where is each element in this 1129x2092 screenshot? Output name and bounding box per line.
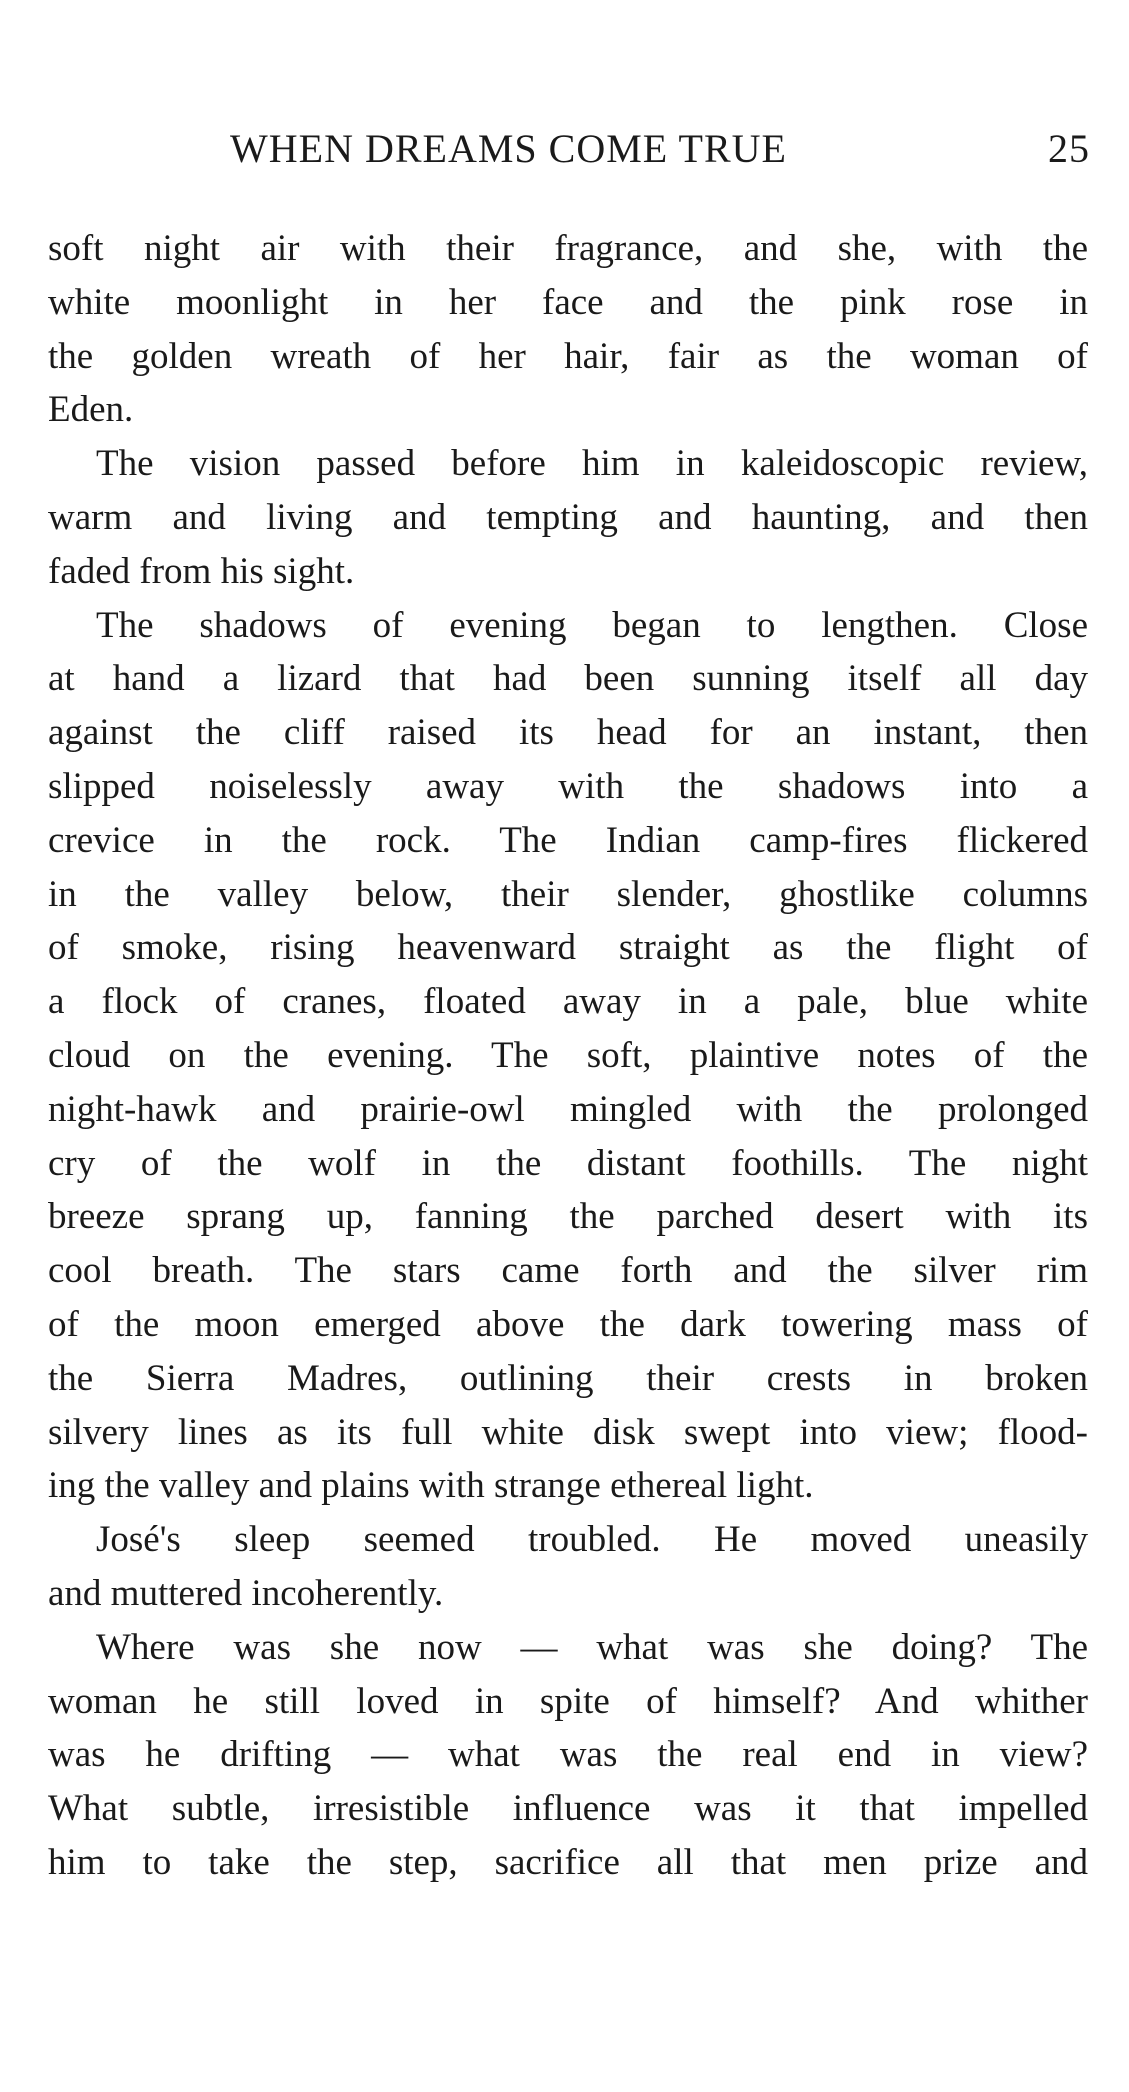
text-line: The shadows of evening began to lengthen. Close [96,604,1088,646]
text-line: the golden wreath of her hair, fair as the woman of [48,335,1088,377]
text-line: and muttered incoherently. [48,1572,444,1614]
text-line: cry of the wolf in the distant foothills. The night [48,1142,1088,1184]
text-line: against the cliff raised its head for an instant, then [48,712,1088,754]
text-line: soft night air with their fragrance, and she, with the [48,228,1088,269]
text-line: faded from his sight. [48,550,355,592]
text-line: night-hawk and prairie-owl mingled with the prolonged [48,1088,1088,1130]
page-number: 25 [1048,126,1090,171]
text-line: warm and living and tempting and haunting, and then [48,496,1088,538]
text-line: Eden. [48,389,134,431]
text-line: silvery lines as its full white disk swept into view; flood- [48,1411,1088,1453]
text-line: of smoke, rising heavenward straight as the flight of [48,927,1088,969]
text-line: the Sierra Madres, outlining their crests in broken [48,1357,1088,1399]
text-line: breeze sprang up, fanning the parched desert with its [48,1196,1088,1238]
text-line: white moonlight in her face and the pink rose in [48,281,1088,323]
text-line: cloud on the evening. The soft, plaintive notes of the [48,1034,1088,1076]
body-text [48,222,1088,1890]
text-line: was he drifting — what was the real end in view? [48,1734,1088,1776]
text-line: cool breath. The stars came forth and the silver rim [48,1250,1088,1292]
text-line: slipped noiselessly away with the shadows into a [48,765,1088,807]
text-line: José's sleep seemed troubled. He moved uneasily [96,1519,1088,1561]
text-line: him to take the step, sacrifice all that men prize and [48,1841,1088,1883]
text-line: at hand a lizard that had been sunning itself all day [48,658,1088,700]
text-line: crevice in the rock. The Indian camp-fires flickered [48,819,1088,861]
text-line: What subtle, irresistible influence was it that impelled [48,1788,1088,1830]
text-line: The vision passed before him in kaleidoscopic review, [96,443,1088,485]
page-header [230,125,1090,175]
text-line: woman he still loved in spite of himself? And whither [48,1680,1088,1722]
text-line: Where was she now — what was she doing? The [96,1626,1088,1668]
text-line: a flock of cranes, floated away in a pale, blue white [48,981,1088,1023]
text-line: ing the valley and plains with strange ethereal light. [48,1465,814,1507]
text-line: in the valley below, their slender, ghostlike columns [48,873,1088,915]
running-title: WHEN DREAMS COME TRUE [230,126,787,171]
text-line: of the moon emerged above the dark towering mass of [48,1303,1088,1345]
